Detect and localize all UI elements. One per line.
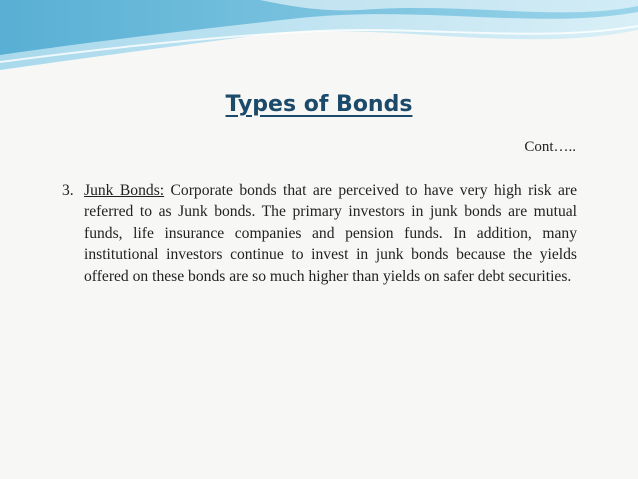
list-item-number: 3. xyxy=(62,182,74,199)
list-item-text: Corporate bonds that are perceived to have very high risk are referred to as Junk bonds. The primary investors in junk bonds are mutual funds, life insurance companies and pension funds. In addition, many institutional investors continue to invest in junk bonds because the yields offered on these bonds are so much higher than yields on safer debt securities. xyxy=(84,182,577,285)
continuation-label: Cont….. xyxy=(524,139,576,155)
list-item-body xyxy=(62,180,577,287)
list-item-term: Junk Bonds: xyxy=(84,182,165,199)
slide-title xyxy=(0,92,638,117)
list-item xyxy=(62,180,577,287)
decorative-wave-banner xyxy=(0,0,638,80)
slide-title-text: Types of Bonds xyxy=(225,92,413,117)
